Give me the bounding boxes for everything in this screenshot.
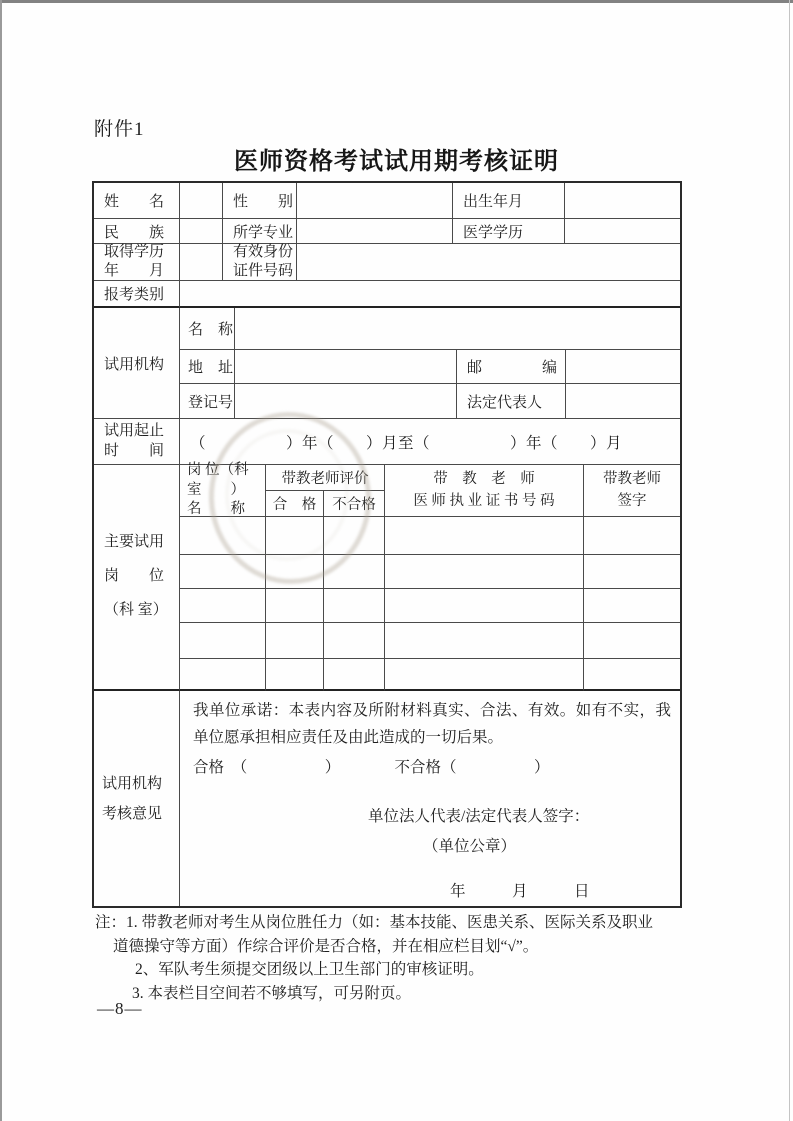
position-row5-pass-cell [266,659,324,691]
position-row2-fail-cell [324,555,385,589]
position-name-header-line1: 岗 位（科 [187,462,249,479]
education-date-label-line1: 取得学历 [104,243,165,260]
position-row1-certificate-cell [385,517,584,555]
scan-edge-top [0,0,793,3]
gender-value-cell [297,183,453,219]
institution-address-value-cell [235,350,457,384]
institution-commitment-text: 我单位承诺：本表内容及所附材料真实、合法、有效。如有不实，我单位愿承担相应责任及由此造成的一切后果。 [193,702,671,746]
position-row4-certificate-cell [385,623,584,659]
position-row2-pass-cell [266,555,324,589]
teacher-certificate-header [385,465,584,517]
teacher-signature-header-line2: 签字 [617,492,647,509]
probation-period-label [94,419,180,465]
position-row2-certificate-cell [385,555,584,589]
position-row3-certificate-cell [385,589,584,623]
birth-date-label: 出生年月 [453,183,565,219]
legal-representative-value-cell [566,384,680,419]
position-row3-name-cell [180,589,266,623]
postal-code-label: 邮 编 [457,350,566,384]
review-pass-fail-line: 合格 （ ） 不合格（ ） [193,759,550,776]
footnote-2: 2、军队考生须提交团级以上卫生部门的审核证明。 [135,961,484,978]
education-date-value-cell [180,244,223,281]
id-number-label-line2: 证件号码 [233,263,294,279]
registration-no-value-cell [235,384,457,419]
registration-no-label: 登记号 [180,384,235,419]
position-row2-signature-cell [584,555,680,589]
position-row5-fail-cell [324,659,385,691]
official-seal-placeholder: （单位公章） [423,838,517,855]
pass-column-header: 合 格 [266,491,324,517]
position-row1-fail-cell [324,517,385,555]
review-date-line: 年 月 日 [450,883,590,900]
medical-education-label: 医学学历 [453,219,565,244]
institution-address-label: 地 址 [180,350,235,384]
position-row4-fail-cell [324,623,385,659]
position-row5-certificate-cell [385,659,584,691]
id-number-label [223,244,297,281]
name-label: 姓 名 [94,183,180,219]
institution-name-value-cell [235,308,680,350]
name-value-cell [180,183,223,219]
teacher-signature-header-line1: 带教老师 [603,471,661,488]
position-row1-name-cell [180,517,266,555]
position-row5-name-cell [180,659,266,691]
education-date-label-line2: 年 月 [104,263,165,279]
page-title: 医师资格考试试用期考核证明 [234,149,559,175]
footnote-1-line2: 道德操守等方面）作综合评价是否合格，并在相应栏目划“√”。 [113,937,539,955]
position-name-header [180,462,266,518]
teacher-certificate-header-line2: 医 师 执 业 证 书 号 码 [413,492,555,509]
gender-label: 性 别 [223,183,297,219]
position-row4-pass-cell [266,623,324,659]
major-value-cell [297,219,453,244]
ethnicity-label: 民 族 [94,219,180,244]
position-row4-signature-cell [584,623,680,659]
footnotes [95,911,715,1005]
exam-category-value-cell [180,281,680,308]
exam-category-label: 报考类别 [94,281,180,308]
id-number-value-cell [297,244,680,281]
legal-representative-signature-line: 单位法人代表/法定代表人签字： [368,808,590,825]
review-section-label [94,691,180,906]
teacher-signature-header [584,465,680,517]
position-row5-signature-cell [584,659,680,691]
footnote-3: 3. 本表栏目空间若不够填写，可另附页。 [132,984,412,1002]
postal-code-value-cell [566,350,680,384]
ethnicity-value-cell [180,219,223,244]
probation-period-label-line2: 时 间 [104,442,165,459]
position-row3-fail-cell [324,589,385,623]
probation-period-label-line1: 试用起止 [104,423,165,439]
position-row4-name-cell [180,623,266,659]
footnote-1-line1: 注：1. 带教老师对考生从岗位胜任力（如：基本技能、医患关系、医际关系及职业 [95,914,654,931]
main-positions-label-line3: （科 室） [104,601,168,618]
teacher-certificate-header-line1: 带 教 老 师 [433,471,535,488]
position-row3-pass-cell [266,589,324,623]
institution-name-label: 名 称 [180,308,235,350]
main-positions-section-label [94,465,180,691]
main-positions-label-line2: 岗 位 [104,568,165,585]
major-label: 所学专业 [223,219,297,244]
teacher-evaluation-header: 带教老师评价 [266,465,385,491]
position-name-header-line3: 名 称 [187,501,245,518]
position-row1-signature-cell [584,517,680,555]
position-name-header-line2: 室 ） [187,481,245,498]
main-positions-label-line1: 主要试用 [104,534,165,551]
birth-date-value-cell [565,183,680,219]
position-row2-name-cell [180,555,266,589]
medical-education-value-cell [565,219,680,244]
attachment-label: 附件1 [94,119,145,140]
id-number-label-line1: 有效身份 [233,243,294,260]
review-section-label-line2: 考核意见 [102,805,163,822]
position-row1-pass-cell [266,517,324,555]
position-row3-signature-cell [584,589,680,623]
review-content-cell [180,691,680,906]
page-number: —8— [97,999,143,1018]
fail-column-header: 不合格 [324,491,385,517]
assessment-form-table [92,181,682,908]
legal-representative-label: 法定代表人 [457,384,566,419]
education-date-label [94,244,180,281]
probation-period-value: （ ）年（ ）月至（ ）年（ ）月 [180,419,680,465]
review-section-label-line1: 试用机构 [102,775,163,792]
institution-section-label: 试用机构 [94,308,180,419]
